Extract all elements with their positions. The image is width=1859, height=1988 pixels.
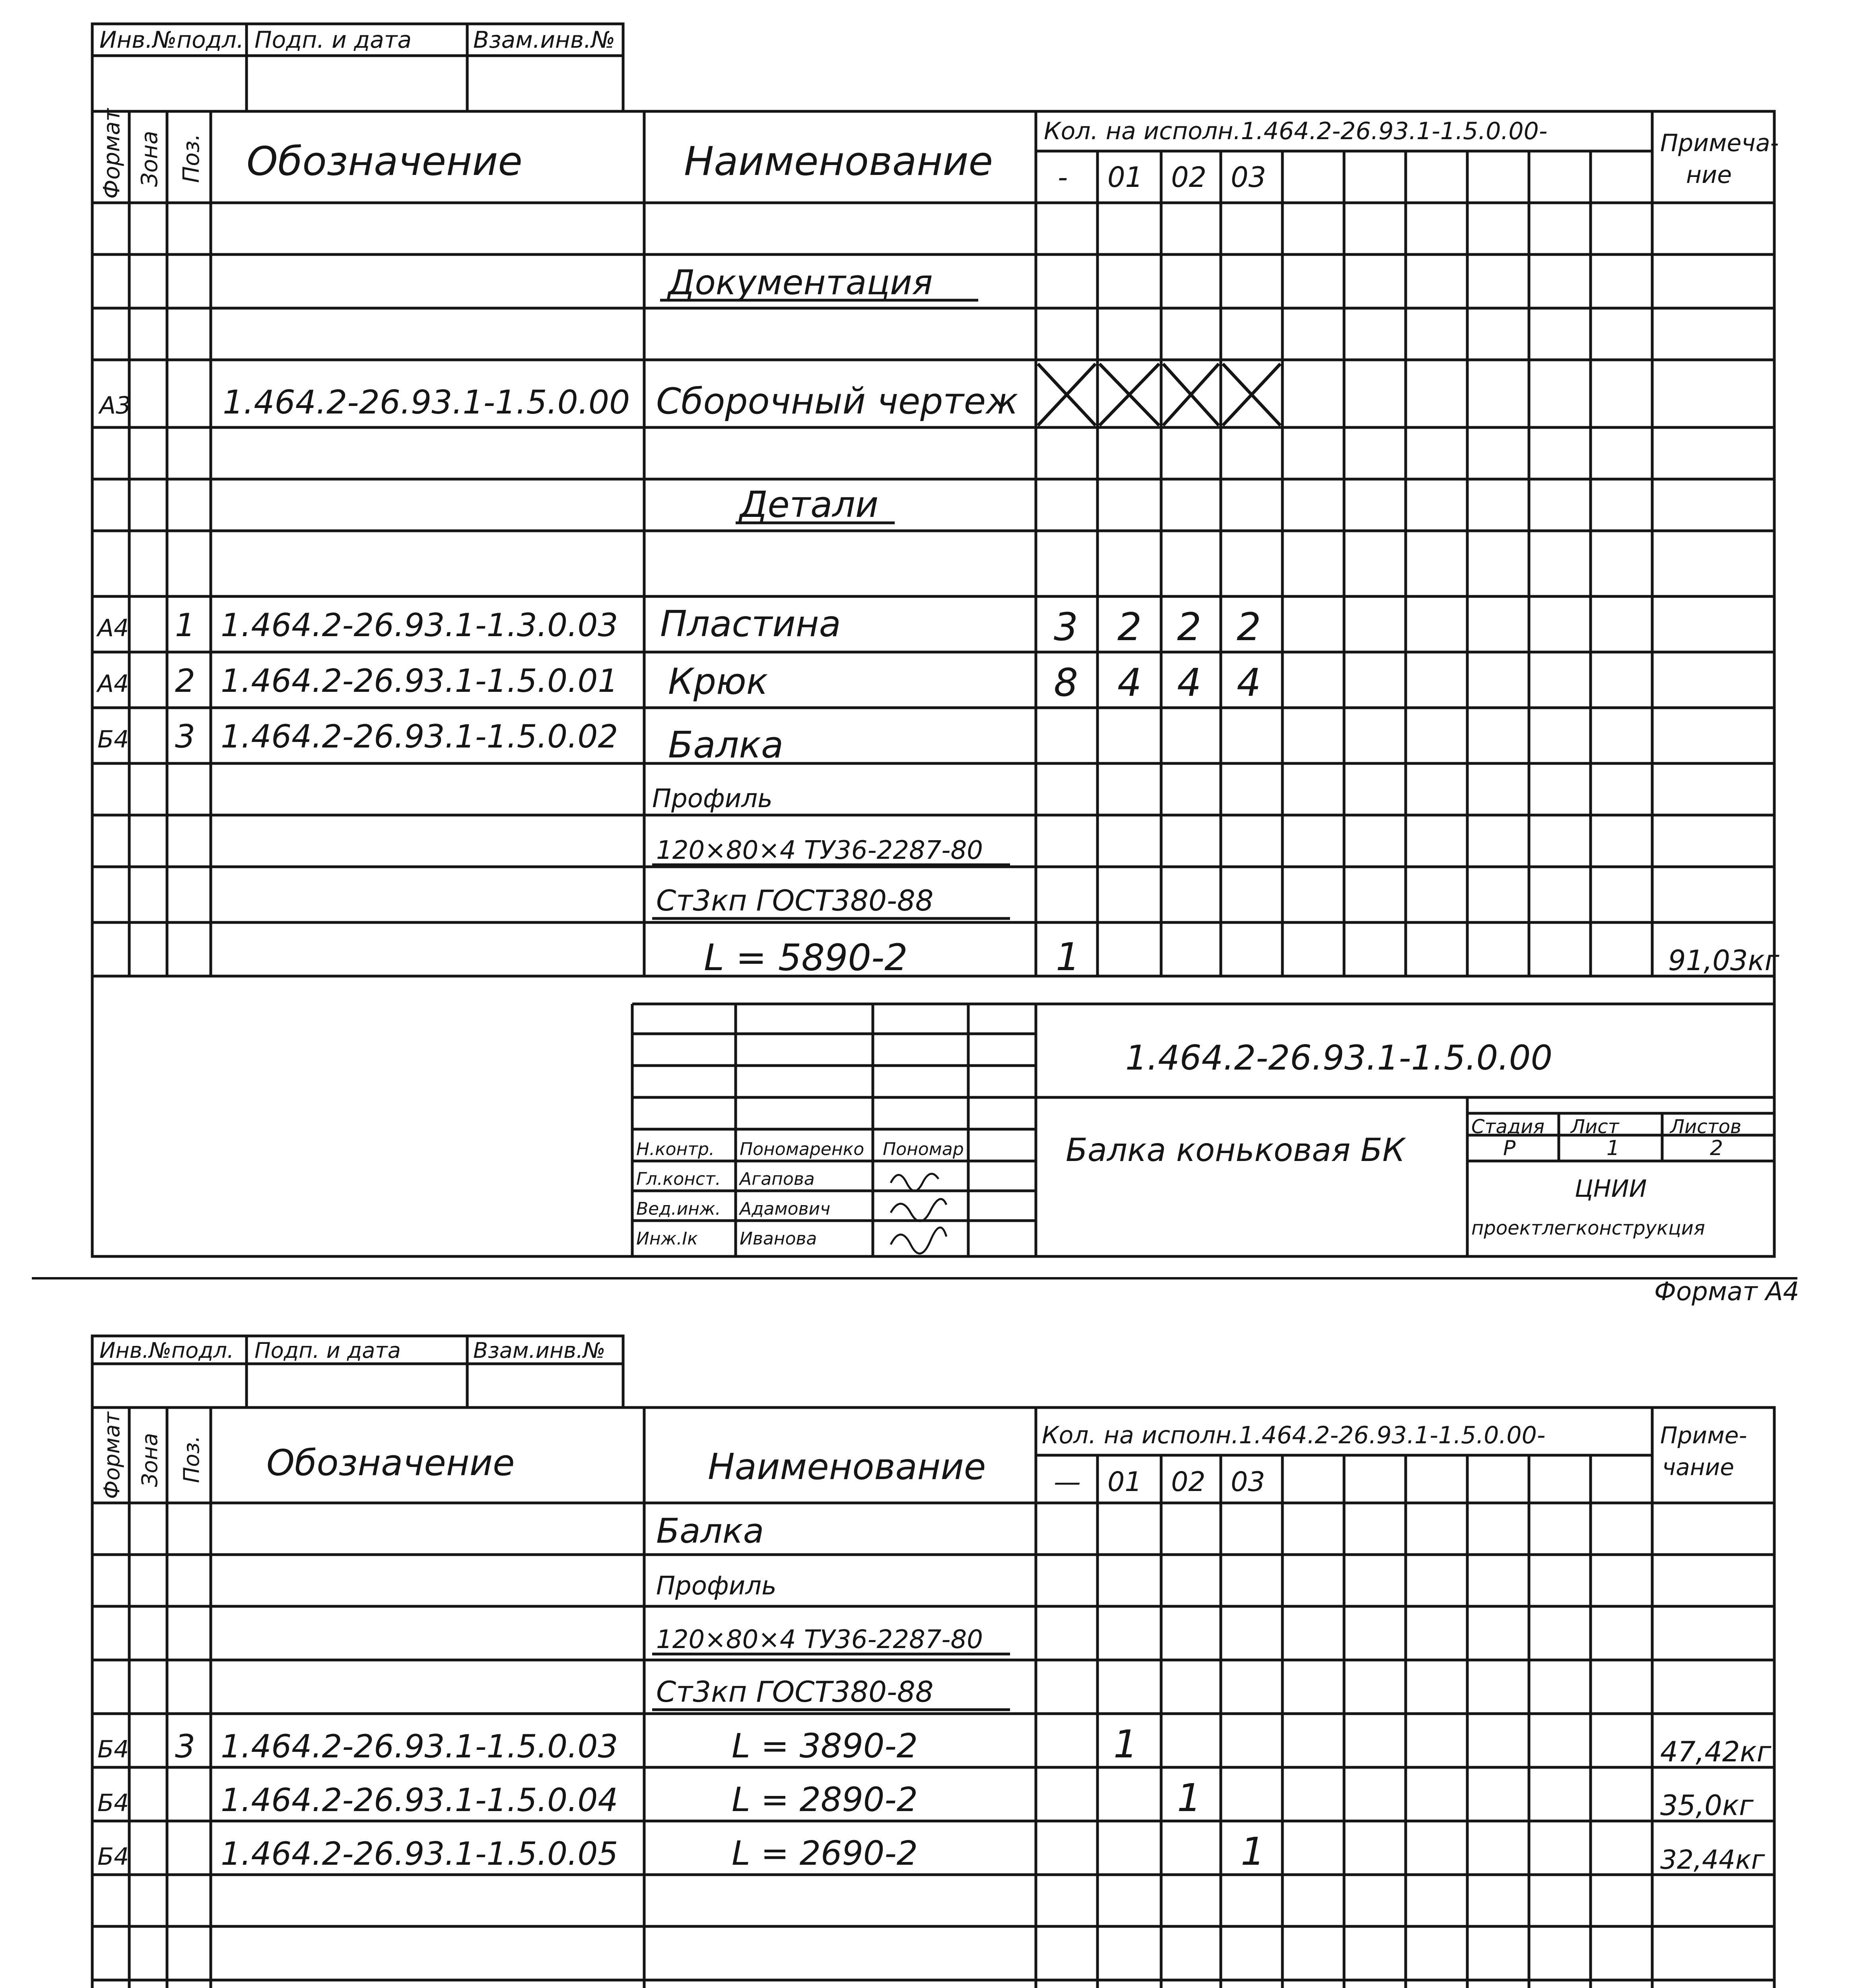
header-note-2: ние [1686,161,1732,189]
sheet-2-text [55,1338,1856,1988]
header-qty-col-1: 01 [1107,161,1143,194]
row-plate-q1: 2 [1117,605,1142,649]
header2-pos: Поз. [179,1435,204,1483]
header-qty-col-0: - [1058,161,1068,194]
row2-r2-note: 35,0кг [1660,1789,1754,1822]
title-sheet-label: Лист [1571,1116,1619,1138]
row2-r1-pos: 3 [175,1728,195,1765]
signer-role-2: Вед.инж. [636,1199,721,1219]
signature-3 [891,1227,946,1253]
signer-name-2: Адамович [740,1199,831,1219]
header2-qty-col-0: — [1054,1466,1081,1498]
row2-r3-note: 32,44кг [1660,1844,1765,1875]
row-assembly-format: А3 [99,392,131,419]
row2-r1-designation: 1.464.2-26.93.1-1.5.0.03 [221,1728,618,1765]
signer-name-3: Иванова [740,1229,817,1249]
stamp2-replace-inv: Взам.инв.№ [473,1338,606,1363]
signer-name-1: Агапова [740,1169,815,1189]
title-text-1: Балка коньковая БК [1066,1132,1405,1169]
row-plate-designation: 1.464.2-26.93.1-1.3.0.03 [221,607,618,644]
row2-r3-format: Б4 [97,1843,129,1871]
header-designation: Обозначение [247,138,523,184]
signer-name-0: Пономаренко [740,1139,864,1159]
section-documentation: Документация [668,263,933,303]
row2-r2-designation: 1.464.2-26.93.1-1.5.0.04 [221,1782,618,1819]
row-hook-q1: 4 [1117,660,1142,705]
title-sheets: 2 [1710,1136,1723,1160]
row-hook-format: А4 [97,670,129,698]
header-zone: Зона [137,130,163,187]
row-length-qty: 1 [1056,935,1080,979]
row2-beam: Балка [656,1511,764,1551]
header2-format: Формат [99,1411,124,1499]
header-qty-col-3: 03 [1231,161,1267,194]
title-stage: Р [1503,1136,1516,1160]
row-hook-q2: 4 [1177,660,1202,705]
signer-role-1: Гл.конст. [636,1169,721,1189]
signer-role-0: Н.контр. [636,1139,715,1159]
row2-r1-name: L = 3890-2 [732,1726,918,1765]
header-note-1: Примеча- [1660,129,1779,157]
title-code-1: 1.464.2-26.93.1-1.5.0.00 [1125,1038,1553,1078]
row2-r2-name: L = 2890-2 [732,1780,918,1819]
stamp-inv-no: Инв.№подл. [99,26,244,53]
row-beam-name: Балка [668,724,784,766]
row-hook-q3: 4 [1237,660,1261,705]
row-plate-pos: 1 [175,607,195,644]
row2-r2-qty: 1 [1177,1776,1202,1820]
stamp2-inv-no: Инв.№подл. [99,1338,234,1363]
signer-role-3: Инж.Iк [636,1229,698,1249]
cross-marks [1038,364,1280,425]
title-stage-label: Стадия [1471,1116,1545,1138]
signer-sign-0: Пономар [883,1139,964,1159]
row-length-note: 91,03кг [1668,944,1779,977]
row-plate-q2: 2 [1177,605,1202,649]
row-length: L = 5890-2 [704,936,908,979]
title-org-1: ЦНИИ [1575,1175,1647,1203]
header2-qty-title: Кол. на исполн.1.464.2-26.93.1-1.5.0.00- [1042,1421,1546,1449]
row-assembly-name: Сборочный чертеж [656,381,1018,422]
row2-profile-size: 120×80×4 ТУ36-2287-80 [656,1625,983,1654]
row-beam-pos: 3 [175,718,195,755]
title-sheet: 1 [1606,1136,1620,1160]
header2-qty-col-3: 03 [1231,1466,1265,1498]
header2-note-1: Приме- [1660,1422,1747,1449]
row2-r3-name: L = 2690-2 [732,1834,918,1873]
header2-zone: Зона [137,1433,162,1487]
row-beam-format: Б4 [97,726,129,753]
header2-designation: Обозначение [266,1442,515,1484]
header2-qty-col-2: 02 [1171,1466,1206,1498]
header-format: Формат [99,108,125,199]
header-qty-col-2: 02 [1171,161,1207,194]
row-beam-designation: 1.464.2-26.93.1-1.5.0.02 [221,718,618,755]
header-pos: Поз. [179,134,204,183]
row2-r1-format: Б4 [97,1736,129,1763]
row-hook-pos: 2 [175,662,195,699]
signature-1 [891,1174,938,1191]
stamp-replace-inv: Взам.инв.№ [473,26,615,53]
row2-profile: Профиль [656,1571,777,1601]
row-plate-q0: 3 [1054,605,1078,649]
row2-r1-note: 47,42кг [1660,1736,1772,1768]
header2-note-2: чание [1662,1454,1735,1481]
stamp-sign-date: Подп. и дата [254,26,412,53]
format-label-1: Формат А4 [1654,1277,1799,1307]
header-name: Наименование [684,138,993,184]
header2-name: Наименование [708,1446,986,1488]
row-profile-size: 120×80×4 ТУ36-2287-80 [656,836,983,865]
sheet-1 [32,24,1797,1278]
signature-2 [891,1199,946,1221]
row-assembly-designation: 1.464.2-26.93.1-1.5.0.00 [223,384,630,421]
row2-r3-qty: 1 [1241,1829,1265,1874]
header-qty-title: Кол. на исполн.1.464.2-26.93.1-1.5.0.00- [1044,117,1548,145]
row-plate-format: А4 [97,614,129,642]
header2-qty-col-1: 01 [1107,1466,1142,1498]
stamp2-sign-date: Подп. и дата [254,1338,401,1363]
section-details: Детали [740,484,879,526]
row-plate-q3: 2 [1237,605,1261,649]
title-org-2: проектлегконструкция [1471,1217,1705,1239]
row2-steel: Ст3кп ГОСТ380-88 [656,1675,934,1708]
row-steel: Ст3кп ГОСТ380-88 [656,884,934,917]
row-profile: Профиль [652,784,773,813]
row2-r3-designation: 1.464.2-26.93.1-1.5.0.05 [221,1835,618,1872]
row-plate-name: Пластина [660,603,841,645]
row-hook-q0: 8 [1054,660,1078,705]
row-hook-name: Крюк [668,661,768,703]
row2-r2-format: Б4 [97,1789,129,1817]
title-sheets-label: Листов [1670,1116,1742,1138]
row-hook-designation: 1.464.2-26.93.1-1.5.0.01 [221,662,618,699]
row2-r1-qty: 1 [1113,1722,1138,1767]
